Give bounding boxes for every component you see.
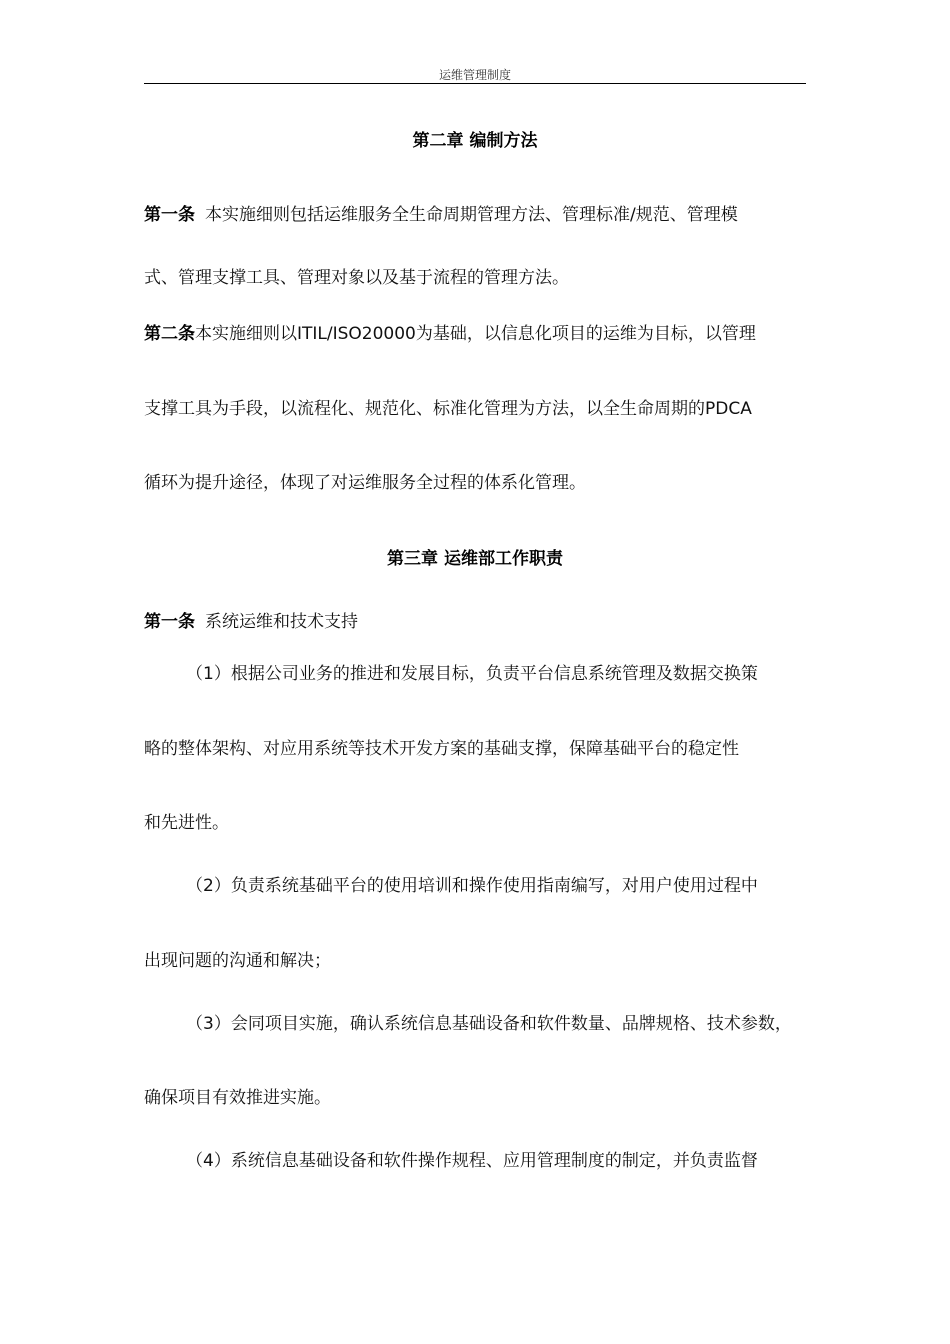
- article-label: 第二条: [144, 324, 195, 344]
- chapter-2-article-2-cont-1: 支撑工具为手段，以流程化、规范化、标准化管理为方法，以全生命周期的PDCA: [144, 399, 752, 419]
- item-2-line-2: 出现问题的沟通和解决；: [144, 951, 331, 971]
- article-label: 第一条: [144, 205, 195, 225]
- running-header: 运维管理制度: [438, 68, 511, 82]
- article-text: 本实施细则包括运维服务全生命周期管理方法、管理标准/规范、管理模: [205, 205, 738, 225]
- article-text: 系统运维和技术支持: [205, 612, 358, 632]
- chapter-3-title: 第三章 运维部工作职责: [387, 549, 563, 569]
- chapter-2-article-1-cont: 式、管理支撑工具、管理对象以及基于流程的管理方法。: [144, 268, 569, 288]
- chapter-2-article-2: [144, 319, 756, 344]
- item-1-line-2: 略的整体架构、对应用系统等技术开发方案的基础支撑，保障基础平台的稳定性: [144, 739, 739, 759]
- item-1-line-1: （1）根据公司业务的推进和发展目标，负责平台信息系统管理及数据交换策: [186, 664, 758, 684]
- item-4-line-1: （4）系统信息基础设备和软件操作规程、应用管理制度的制定，并负责监督: [186, 1151, 758, 1171]
- item-2-line-1: （2）负责系统基础平台的使用培训和操作使用指南编写，对用户使用过程中: [186, 876, 758, 896]
- item-3-line-1: （3）会同项目实施，确认系统信息基础设备和软件数量、品牌规格、技术参数，: [186, 1014, 792, 1034]
- item-1-line-3: 和先进性。: [144, 813, 229, 833]
- article-text: 本实施细则以ITIL/ISO20000为基础，以信息化项目的运维为目标，以管理: [195, 324, 756, 344]
- header-rule: [144, 83, 806, 84]
- item-3-line-2: 确保项目有效推进实施。: [144, 1088, 331, 1108]
- chapter-2-title: 第二章 编制方法: [412, 131, 538, 151]
- article-label: 第一条: [144, 612, 195, 632]
- chapter-2-article-2-cont-2: 循环为提升途径，体现了对运维服务全过程的体系化管理。: [144, 473, 586, 493]
- chapter-3-article-1: [144, 607, 358, 632]
- chapter-2-article-1: [144, 200, 738, 225]
